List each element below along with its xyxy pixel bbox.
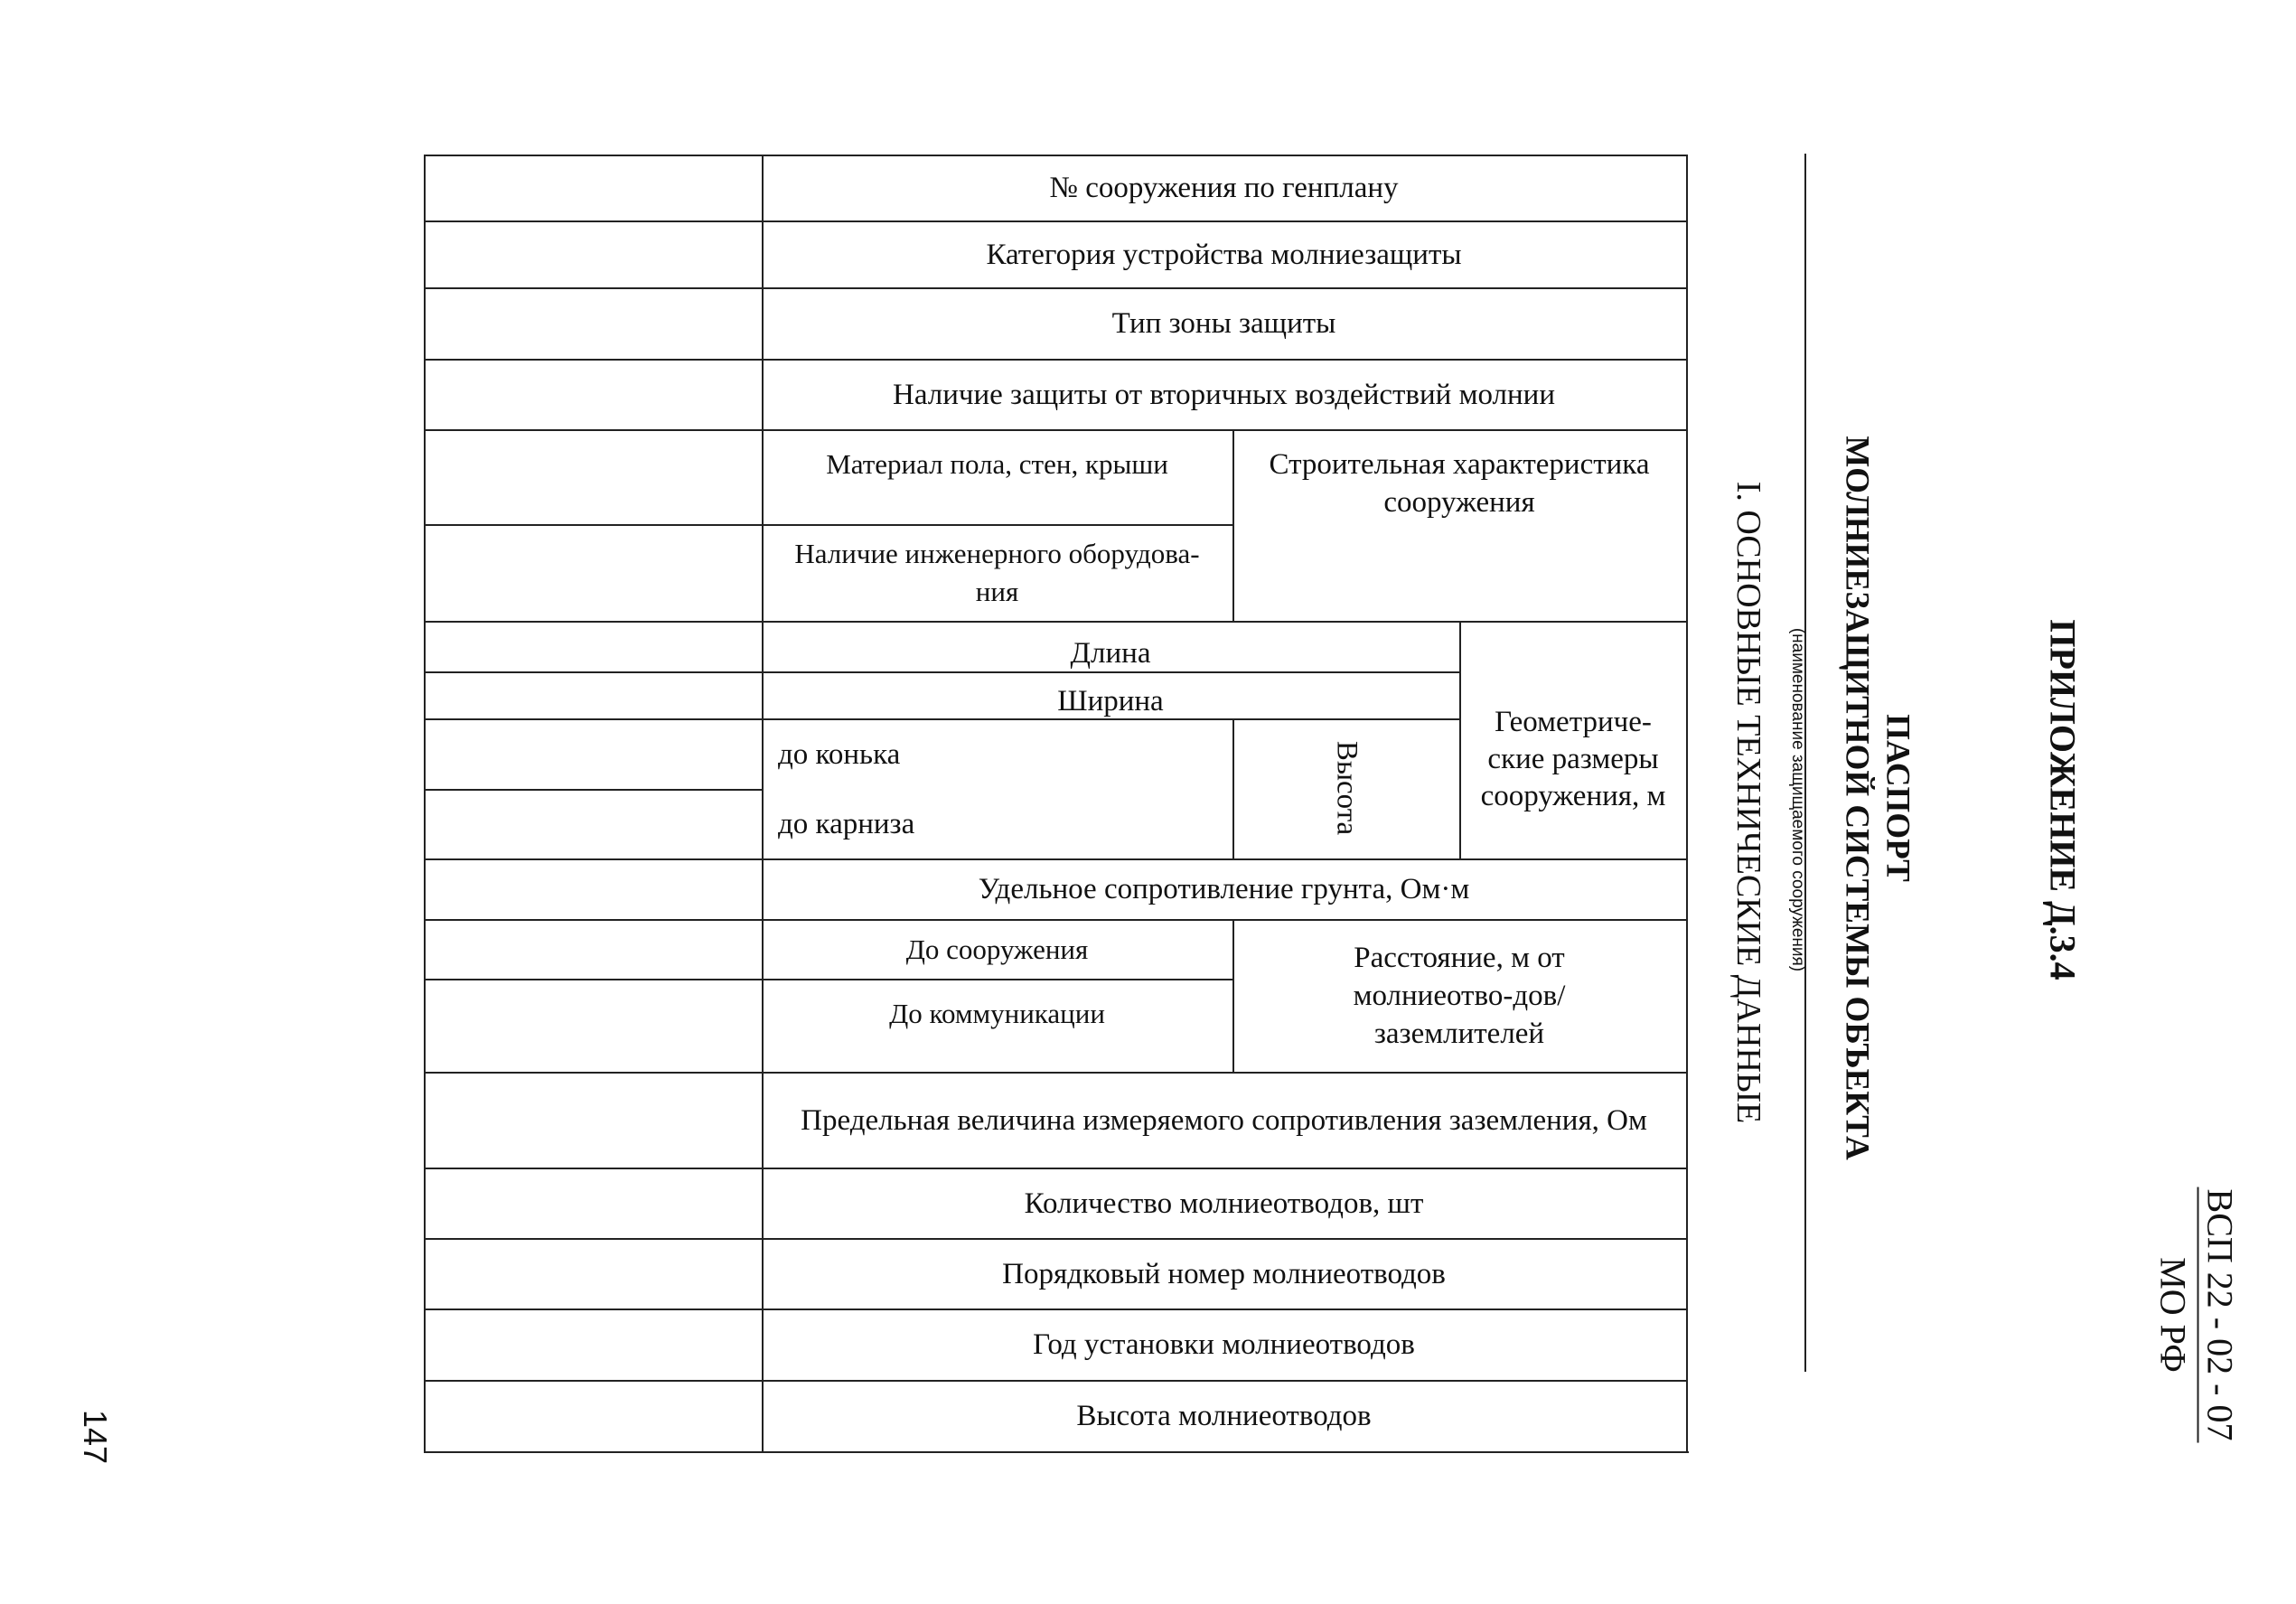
geometric-dimensions-label: Геометриче-ские размеры сооружения, м bbox=[1480, 705, 1666, 812]
construction-characteristic-label: Строительная характеристика сооружения bbox=[1269, 448, 1650, 519]
organization: МО РФ bbox=[2152, 1257, 2194, 1373]
appendix-title: ПРИЛОЖЕНИЕ Д.3.4 bbox=[2042, 619, 2084, 980]
document-code: ВСП 22 - 02 - 07 bbox=[2198, 1187, 2242, 1443]
to-structure-label: До сооружения bbox=[905, 933, 1089, 965]
width-label: Ширина bbox=[1057, 685, 1164, 718]
to-communication-label: До коммуникации bbox=[889, 998, 1105, 1029]
height-label: Высота bbox=[1330, 740, 1364, 836]
caption-text: (наименование защищаемого сооружения) bbox=[1788, 627, 1807, 972]
engineering-equipment-label: Наличие инженерного оборудова-ния bbox=[794, 538, 1200, 607]
zone-type-label: Тип зоны защиты bbox=[1111, 307, 1336, 340]
rod-year-label: Год установки молниеотводов bbox=[1033, 1328, 1415, 1361]
to-ridge-label: до конька bbox=[778, 737, 901, 771]
material-label: Материал пола, стен, крыши bbox=[826, 448, 1168, 480]
rod-number-label: Порядковый номер молниеотводов bbox=[1002, 1257, 1446, 1290]
length-label: Длина bbox=[1070, 637, 1151, 670]
passport-title-line2: МОЛНИЕЗАЩИТНОЙ СИСТЕМЫ ОБЪЕКТА bbox=[1838, 436, 1876, 1160]
page-number: 147 bbox=[77, 1409, 114, 1465]
secondary-protection-label: Наличие защиты от вторичных воздействий молнии bbox=[893, 378, 1555, 411]
category-label: Категория устройства молниезащиты bbox=[986, 238, 1462, 271]
soil-resistivity-label: Удельное сопротивление грунта, Ом·м bbox=[978, 873, 1470, 905]
section-title: I. ОСНОВНЫЕ ТЕХНИЧЕСКИЕ ДАННЫЕ bbox=[1729, 481, 1767, 1124]
max-resistance-label: Предельная величина измеряемого сопротивления заземления, Ом bbox=[801, 1103, 1647, 1137]
passport-title-line1: ПАСПОРТ bbox=[1879, 714, 1916, 882]
structure-number-label: № сооружения по генплану bbox=[1049, 172, 1399, 204]
distance-label: Расстояние, м от молниеотво-дов/заземлителей bbox=[1353, 942, 1566, 1050]
rod-height-label: Высота молниеотводов bbox=[1076, 1400, 1372, 1432]
to-cornice-label: до карниза bbox=[778, 808, 915, 840]
rod-count-label: Количество молниеотводов, шт bbox=[1024, 1187, 1424, 1220]
